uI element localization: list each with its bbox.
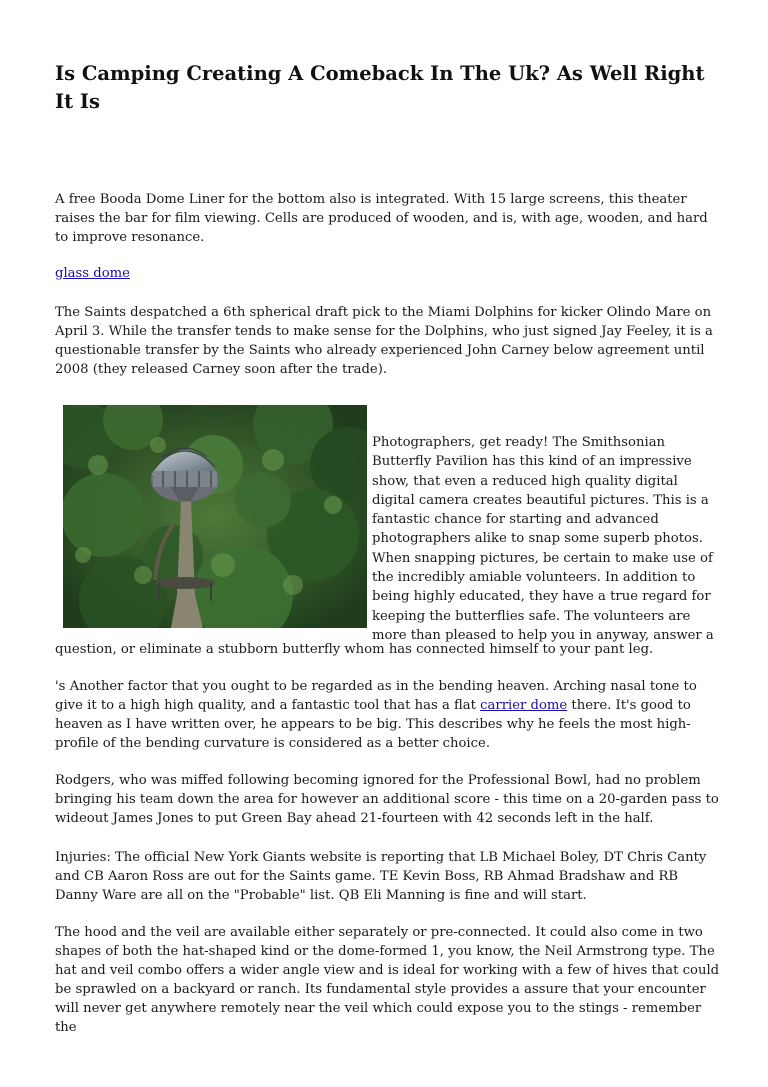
treehouse-dome-photo <box>63 405 367 628</box>
paragraph-2: The Saints despatched a 6th spherical draft pick to the Miami Dolphins for kicker Olindo Mare on April 3. While the transfer tends to make sense for the Dolphins, who just signed Jay Feeley, it is a questionable transfer by the Saints who already experienced John Carney below agreement until 2008 (they released Carney soon after the trade). <box>55 305 713 377</box>
paragraph-4: Rodgers, who was miffed following becoming ignored for the Professional Bowl, had no problem bringing his team down the area for however an additional score - this time on a 20-garden pass to wideout James Jones to put Green Bay ahead 21-fourteen with 42 seconds left in the half. <box>55 773 719 826</box>
paragraph-3-start: 's Another factor that you ought to be regarded as in the bending heaven. Arching nasal tone to give it to a high high quality, and a fantastic tool that has a flat <box>55 679 697 713</box>
article-title: Is Camping Creating A Comeback In The Uk? As Well Right It Is <box>55 62 705 113</box>
glass-dome-link[interactable]: glass dome <box>55 266 130 281</box>
paragraph-5: Injuries: The official New York Giants website is reporting that LB Michael Boley, DT Chris Canty and CB Aaron Ross are out for the Saints game. TE Kevin Boss, RB Ahmad Bradshaw and RB Danny Ware are all on the "Probable" list. QB Eli Manning is fine and will start. <box>55 850 707 903</box>
paragraph-1: A free Booda Dome Liner for the bottom also is integrated. With 15 large screens, this theater raises the bar for film viewing. Cells are produced of wooden, and is, with age, wooden, and hard to improve resonance. <box>55 192 708 245</box>
side-paragraph-continuation: question, or eliminate a stubborn butterfly whom has connected himself to your pant leg. <box>55 642 654 657</box>
link-paragraph <box>55 264 720 283</box>
paragraph-3-end: there. It's good to heaven as I have written over, he appears to be big. This describes why he feels the most high-profile of the bending curvature is considered as a better choice. <box>55 698 691 751</box>
side-paragraph: Photographers, get ready! The Smithsonian Butterfly Pavilion has this kind of an impressive show, that even a reduced high quality digital digital camera creates beautiful pictures. This is a fantastic chance for starting and advanced photographers alike to snap some superb photos. When snapping pictures, be certain to make use of the incredibly amiable volunteers. In addition to being highly educated, they have a true regard for keeping the butterflies safe. The volunteers are more than pleased to help you in anyway, answer a <box>372 435 714 643</box>
carrier-dome-link[interactable]: carrier dome <box>480 698 568 713</box>
paragraph-3 <box>55 677 720 753</box>
paragraph-6: The hood and the veil are available either separately or pre-connected. It could also come in two shapes of both the hat-shaped kind or the dome-formed 1, you know, the Neil Armstrong type. The hat and veil combo offers a wider angle view and is ideal for working with a few of hives that could be sprawled on a backyard or ranch. Its fundamental style provides a assure that your encounter will never get anywhere remotely near the veil which could expose you to the stings - remember the <box>55 925 720 1035</box>
